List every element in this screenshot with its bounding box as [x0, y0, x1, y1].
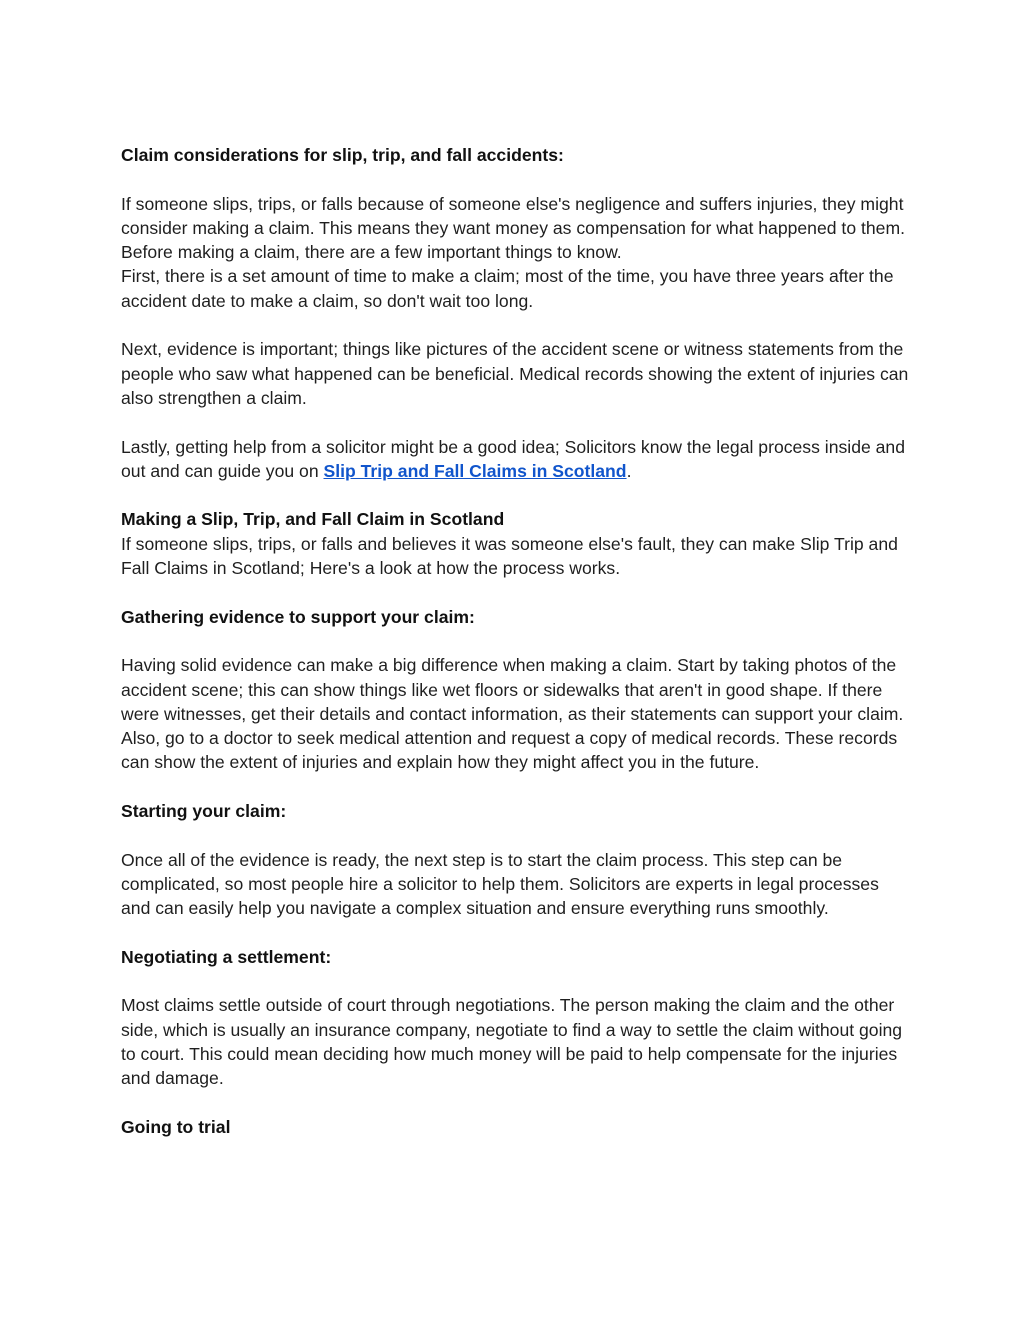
paragraph-time-limit: First, there is a set amount of time to make a claim; most of the time, you have three years after the accident date to make a claim, so don't wait too long.: [121, 266, 894, 311]
heading-starting-claim: Starting your claim:: [121, 801, 287, 822]
spacer: [121, 167, 911, 191]
spacer: [121, 823, 911, 847]
heading-claim-considerations: Claim considerations for slip, trip, and fall accidents:: [121, 145, 564, 165]
paragraph-solicitor: [121, 435, 911, 484]
spacer: [121, 775, 911, 799]
heading-gathering-evidence: Gathering evidence to support your claim:: [121, 606, 475, 627]
spacer: [121, 313, 911, 337]
heading-making-claim: Making a Slip, Trip, and Fall Claim in Scotland: [121, 509, 505, 530]
slip-trip-fall-claims-link[interactable]: Slip Trip and Fall Claims in Scotland: [323, 460, 627, 481]
paragraph-intro: If someone slips, trips, or falls because of someone else's negligence and suffers injuries, they might consider making a claim. This means they want money as compensation for what happened to them. Before making a claim, there are a few important things to know.: [121, 193, 905, 263]
paragraph-solicitor-text: Lastly, getting help from a solicitor might be a good idea; Solicitors know the legal process inside and out and can guide you on: [121, 436, 906, 481]
heading-going-to-trial: Going to trial: [121, 1116, 231, 1137]
spacer: [121, 629, 911, 653]
document-body: [121, 143, 911, 1139]
spacer: [121, 1091, 911, 1115]
spacer: [121, 483, 911, 507]
paragraph-process-intro: If someone slips, trips, or falls and believes it was someone else's fault, they can make Slip Trip and Fall Claims in Scotland; Here's a look at how the process works.: [121, 533, 898, 579]
heading-negotiating: Negotiating a settlement:: [121, 946, 332, 967]
spacer: [121, 410, 911, 434]
paragraph-negotiating: Most claims settle outside of court through negotiations. The person making the claim and the other side, which is usually an insurance company, negotiate to find a way to settle the claim without going to court. This could mean deciding how much money will be paid to help compensate for the injuries and damage.: [121, 995, 903, 1089]
spacer: [121, 969, 911, 993]
spacer: [121, 921, 911, 945]
paragraph-starting-claim: Once all of the evidence is ready, the next step is to start the claim process. This step can be complicated, so most people hire a solicitor to help them. Solicitors are experts in legal processes and can easily help you navigate a complex situation and ensure everything runs smoothly.: [121, 849, 879, 919]
paragraph-evidence: Next, evidence is important; things like pictures of the accident scene or witness statements from the people who saw what happened can be beneficial. Medical records showing the extent of injuries can also strengthen a claim.: [121, 339, 909, 408]
paragraph-gathering-evidence: Having solid evidence can make a big difference when making a claim. Start by taking photos of the accident scene; this can show things like wet floors or sidewalks that aren't in good shape. If there were witnesses, get their details and contact information, as their statements can support your claim. Also, go to a doctor to seek medical attention and request a copy of medical records. These records can show the extent of injuries and explain how they might affect you in the future.: [121, 655, 904, 773]
paragraph-solicitor-end: .: [626, 460, 632, 481]
spacer: [121, 580, 911, 604]
